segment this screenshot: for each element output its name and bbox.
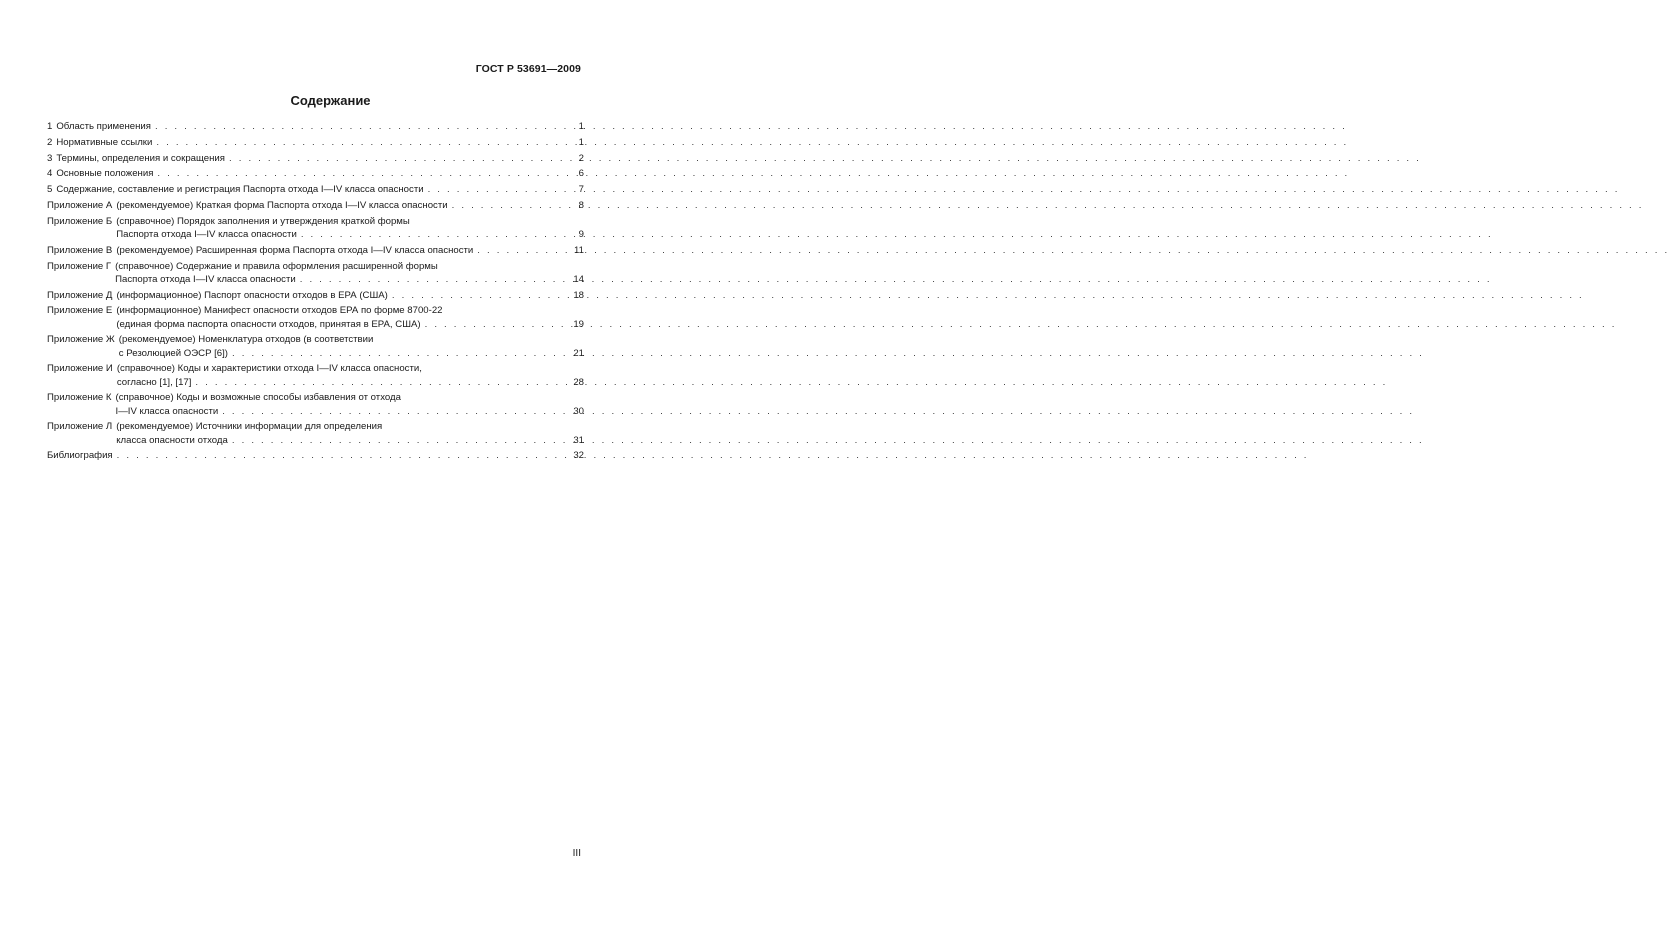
toc-entry-page: 7 bbox=[578, 184, 584, 196]
toc-entry[interactable] bbox=[47, 152, 584, 165]
dot-leader bbox=[452, 199, 575, 212]
dot-leader bbox=[392, 289, 569, 302]
toc-entry-text: Паспорта отхода I—IV класса опасности bbox=[115, 273, 296, 285]
dot-leader bbox=[155, 120, 575, 133]
toc-entry-page: 28 bbox=[573, 376, 584, 388]
toc-entry-prefix: 2 bbox=[47, 136, 53, 148]
toc-entry-page: 32 bbox=[573, 450, 584, 462]
toc-entry[interactable] bbox=[47, 136, 584, 149]
toc-entry-prefix: 3 bbox=[47, 152, 53, 164]
table-of-contents bbox=[47, 120, 584, 463]
toc-entry-page: 21 bbox=[573, 347, 584, 359]
toc-entry-text: Область применения bbox=[56, 121, 151, 132]
toc-entry-prefix: Приложение Ж bbox=[47, 334, 115, 346]
toc-entry-prefix: Приложение Б bbox=[47, 215, 113, 227]
toc-entry-page: 19 bbox=[573, 318, 584, 330]
toc-entry-text: (информационное) Паспорт опасности отходов в ЕРА (США) bbox=[116, 289, 388, 301]
toc-entry-text: (справочное) Содержание и правила оформления расширенной формы bbox=[115, 260, 438, 272]
toc-entry-prefix: Приложение Г bbox=[47, 260, 112, 272]
toc-entry[interactable] bbox=[47, 449, 584, 462]
dot-leader bbox=[229, 152, 575, 165]
document-page bbox=[0, 0, 661, 935]
toc-entry[interactable] bbox=[47, 120, 584, 133]
toc-entry-page: 1 bbox=[578, 136, 584, 148]
toc-entry-text: Содержание, составление и регистрация Паспорта отхода I—IV класса опасности bbox=[56, 184, 424, 196]
page-number: III bbox=[572, 848, 581, 859]
toc-entry[interactable] bbox=[47, 391, 584, 417]
toc-entry[interactable] bbox=[47, 362, 584, 388]
toc-entry-prefix: Приложение А bbox=[47, 199, 113, 211]
dot-leader bbox=[232, 434, 569, 447]
toc-entry-prefix: Приложение Л bbox=[47, 421, 113, 433]
toc-entry-text: (справочное) Порядок заполнения и утверждения краткой формы bbox=[116, 215, 410, 227]
toc-entry-prefix: Приложение К bbox=[47, 392, 112, 404]
toc-entry-text: (рекомендуемое) Расширенная форма Паспорта отхода I—IV класса опасности bbox=[116, 244, 474, 256]
toc-entry-text: (рекомендуемое) Источники информации для определения bbox=[116, 421, 383, 433]
toc-entry[interactable] bbox=[47, 199, 584, 212]
dot-leader bbox=[477, 244, 570, 257]
toc-entry[interactable] bbox=[47, 289, 584, 302]
toc-entry-page: 30 bbox=[573, 405, 584, 417]
toc-entry-page: 6 bbox=[578, 168, 584, 180]
toc-entry[interactable] bbox=[47, 183, 584, 196]
dot-leader bbox=[157, 167, 574, 180]
toc-entry-text: I—IV класса опасности bbox=[115, 405, 219, 417]
toc-entry-page: 14 bbox=[573, 273, 584, 285]
toc-entry-text: Нормативные ссылки bbox=[56, 136, 153, 148]
toc-entry-text: согласно [1], [17] bbox=[116, 376, 192, 388]
toc-title: Содержание bbox=[290, 93, 371, 108]
toc-entry-text: с Резолюцией ОЭСР [6]) bbox=[118, 347, 228, 359]
dot-leader bbox=[428, 183, 575, 196]
dot-leader bbox=[300, 273, 570, 286]
toc-entry-page: 1 bbox=[578, 121, 584, 132]
dot-leader bbox=[156, 136, 574, 149]
toc-entry-prefix: Приложение Е bbox=[47, 305, 113, 317]
toc-entry-text: (единая форма паспорта опасности отходов, принятая в ЕРА, США) bbox=[116, 318, 421, 330]
toc-entry-text: (справочное) Коды и возможные способы избавления от отхода bbox=[115, 392, 401, 404]
toc-entry-text: Паспорта отхода I—IV класса опасности bbox=[116, 228, 297, 240]
toc-entry-page: 9 bbox=[578, 228, 584, 240]
toc-entry-page: 31 bbox=[573, 434, 584, 446]
toc-entry-text: Библиография bbox=[47, 450, 113, 462]
dot-leader bbox=[222, 405, 569, 418]
dot-leader bbox=[195, 376, 569, 389]
toc-entry-page: 8 bbox=[578, 199, 584, 211]
toc-entry-text: класса опасности отхода bbox=[116, 434, 228, 446]
toc-entry-text: Основные положения bbox=[56, 168, 154, 180]
toc-entry-prefix: Приложение И bbox=[47, 363, 113, 375]
toc-entry-text: (информационное) Манифест опасности отходов ЕРА по форме 8700-22 bbox=[116, 305, 443, 317]
toc-entry-page: 2 bbox=[578, 152, 584, 164]
toc-entry-text: (рекомендуемое) Номенклатура отходов (в соответствии bbox=[118, 334, 374, 346]
toc-entry[interactable] bbox=[47, 304, 584, 330]
toc-entry-prefix: 5 bbox=[47, 184, 53, 196]
toc-entry-text: (рекомендуемое) Краткая форма Паспорта отхода I—IV класса опасности bbox=[116, 199, 448, 211]
dot-leader bbox=[301, 228, 575, 241]
toc-entry-page: 18 bbox=[573, 289, 584, 301]
toc-entry[interactable] bbox=[47, 333, 584, 359]
toc-entry-prefix: Приложение Д bbox=[47, 289, 113, 301]
standard-code: ГОСТ Р 53691—2009 bbox=[475, 63, 581, 75]
toc-entry-text: Термины, определения и сокращения bbox=[56, 152, 225, 164]
dot-leader bbox=[117, 449, 570, 462]
toc-entry-page: 11 bbox=[574, 244, 584, 256]
toc-entry[interactable] bbox=[47, 244, 584, 257]
toc-entry-prefix: 1 bbox=[47, 121, 53, 132]
toc-entry[interactable] bbox=[47, 420, 584, 446]
toc-entry[interactable] bbox=[47, 215, 584, 241]
toc-entry-prefix: Приложение В bbox=[47, 244, 113, 256]
toc-entry-prefix: 4 bbox=[47, 168, 53, 180]
dot-leader bbox=[425, 318, 570, 331]
toc-entry[interactable] bbox=[47, 167, 584, 180]
toc-entry[interactable] bbox=[47, 260, 584, 286]
dot-leader bbox=[232, 347, 569, 360]
toc-entry-text: (справочное) Коды и характеристики отхода I—IV класса опасности, bbox=[116, 363, 422, 375]
